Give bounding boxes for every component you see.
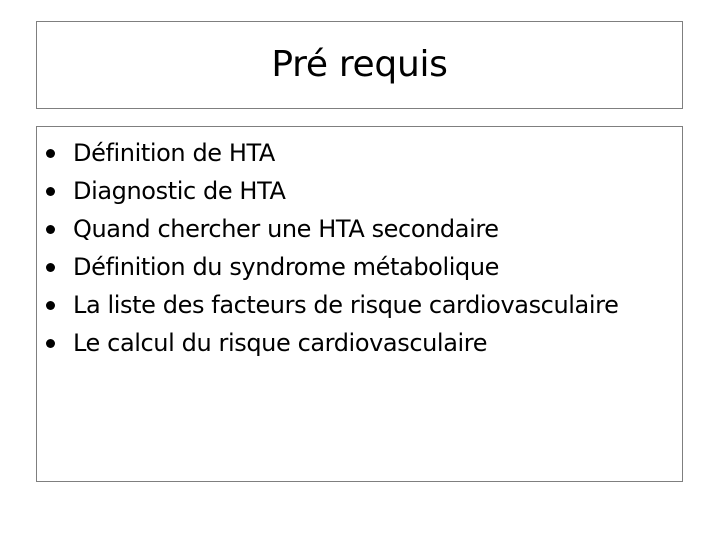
bullet-item: [37, 286, 682, 324]
bullet-point-icon: [46, 339, 55, 348]
title-box: [36, 21, 683, 109]
bullet-item: [37, 248, 682, 286]
bullet-text: Définition de HTA: [73, 139, 275, 167]
bullet-text: La liste des facteurs de risque cardiovasculaire: [73, 291, 619, 319]
bullet-point-icon: [46, 225, 55, 234]
bullet-item: [37, 134, 682, 172]
bullet-point-icon: [46, 187, 55, 196]
bullet-text: Le calcul du risque cardiovasculaire: [73, 329, 488, 357]
content-box: [36, 126, 683, 482]
bullet-item: [37, 210, 682, 248]
bullet-text: Diagnostic de HTA: [73, 177, 286, 205]
bullet-text: Définition du syndrome métabolique: [73, 253, 499, 281]
bullet-list: [37, 134, 682, 362]
slide-title: Pré requis: [271, 44, 448, 85]
bullet-point-icon: [46, 263, 55, 272]
bullet-text: Quand chercher une HTA secondaire: [73, 215, 499, 243]
bullet-point-icon: [46, 301, 55, 310]
bullet-point-icon: [46, 149, 55, 158]
bullet-item: [37, 324, 682, 362]
bullet-item: [37, 172, 682, 210]
